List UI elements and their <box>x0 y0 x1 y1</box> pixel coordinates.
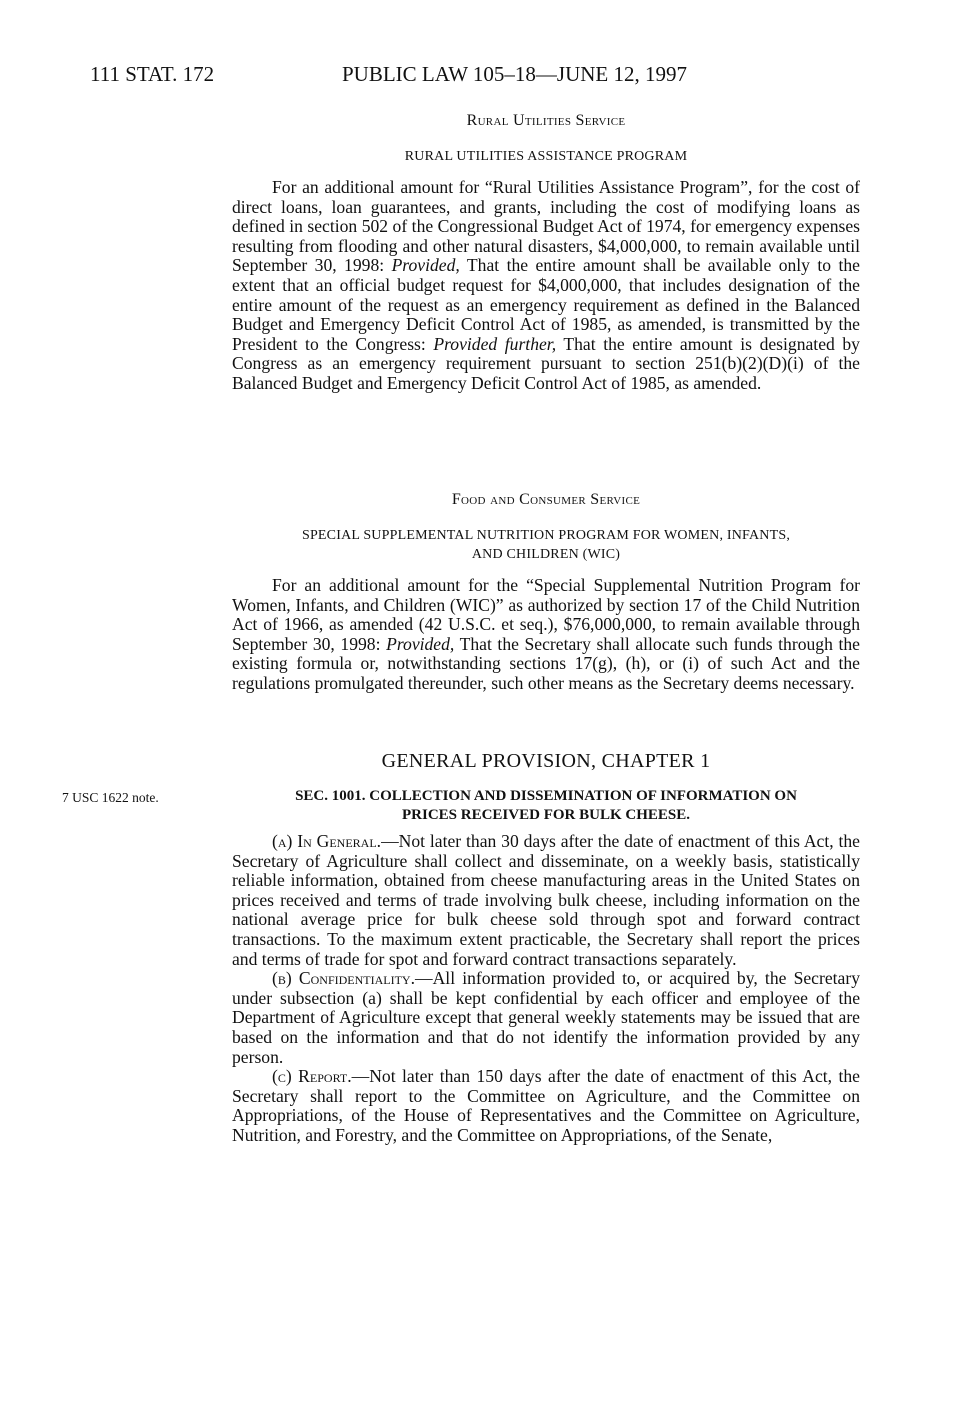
program-heading-wic <box>232 526 860 564</box>
agency-heading-rural-utilities: Rural Utilities Service <box>466 112 626 129</box>
para-text: That the Secretary shall allocate such funds through the existing formula or, notwithstanding sections 17(g), (h), or (i) of such Act and the regulations promulgated thereunder, such other means as the Secretary deems necessary. <box>232 633 860 693</box>
subsection-label: (b) Confidentiality. <box>272 968 415 989</box>
program-heading-line: AND CHILDREN (WIC) <box>471 547 621 562</box>
section-heading-line: SEC. 1001. COLLECTION AND DISSEMINATION OF INFORMATION ON <box>295 788 797 804</box>
statute-citation: 111 STAT. 172 <box>90 62 215 86</box>
provided-clause: Provided, <box>391 255 460 276</box>
subsection-a <box>232 832 860 969</box>
subsection-text: —Not later than 30 days after the date of enactment of this Act, the Secretary of Agriculture shall collect and disseminate, on a weekly basis, statistically reliable information, obtained from cheese manufacturing areas in the United States on prices received and terms of trade involving bulk cheese, including information on the national average price for bulk cheese sold through spot and forward contract transactions. To the maximum extent practicable, the Secretary shall report the prices and terms of trade for spot and forward contract transactions separately. <box>232 831 860 969</box>
para-text: For an additional amount for “Rural Utilities Assistance Program”, for the cost of direct loans, loan guarantees, and grants, including the cost of modifying loans as defined in section 502 of the Congressional Budget Act of 1974, for emergency expenses resulting from flooding and other natural disasters, $4,000,000, to remain available until September 30, 1998: <box>232 177 860 276</box>
subsection-text: —All information provided to, or acquired by, the Secretary under subsection (a) shall be kept confidential by each officer and employee of the Department of Agriculture except that general weekly statements may be issued that are based on the information and that do not identify the information provided by any person. <box>232 968 861 1067</box>
section-1001-body <box>232 832 860 1146</box>
section-heading-line: PRICES RECEIVED FOR BULK CHEESE. <box>402 807 690 823</box>
public-law-title: PUBLIC LAW 105–18—JUNE 12, 1997 <box>342 62 688 86</box>
program-heading-line: SPECIAL SUPPLEMENTAL NUTRITION PROGRAM FOR WOMEN, INFANTS, <box>301 528 791 543</box>
subsection-text: —Not later than 150 days after the date of enactment of this Act, the Secretary shall report to the Committee on Agriculture, and the Committee on Appropriations, of the House of Representatives and the Committee on Agriculture, Nutrition, and Forestry, and the Committee on Appropriations, of the Senate, <box>232 1066 860 1145</box>
usc-margin-note: 7 USC 1622 note. <box>62 790 159 805</box>
provided-further-clause: Provided further, <box>433 333 557 354</box>
rural-utilities-paragraph <box>232 178 860 394</box>
wic-paragraph <box>232 576 860 694</box>
para-text: That the entire amount shall be available only to the extent that an official budget request for $4,000,000, that includes designation of the entire amount of the request as an emergency requirement as defined in the Balanced Budget and Emergency Deficit Control Act of 1985, as amended, is transmitted by the President to the Congress: <box>232 255 860 354</box>
page-header <box>90 62 870 90</box>
subsection-b <box>232 969 860 1067</box>
para-text: That the entire amount is designated by Congress as an emergency requirement pursuant to section 251(b)(2)(D)(i) of the Balanced Budget and Emergency Deficit Control Act of 1985, as amended. <box>232 333 860 393</box>
subsection-c <box>232 1067 860 1145</box>
para-text: For an additional amount for the “Special Supplemental Nutrition Program for Women, Infants, and Children (WIC)” as authorized by section 17 of the Child Nutrition Act of 1966, as amended (42 U.S.C. et seq.), $76,000,000, to remain available through September 30, 1998: <box>232 575 860 654</box>
provided-clause: Provided, <box>386 633 455 654</box>
subsection-label: (a) In General. <box>272 831 382 851</box>
subsection-label: (c) Report. <box>272 1066 352 1087</box>
general-provision-heading: GENERAL PROVISION, CHAPTER 1 <box>381 750 711 772</box>
agency-heading-food-consumer: Food and Consumer Service <box>451 491 641 508</box>
program-heading-rural-utilities: RURAL UTILITIES ASSISTANCE PROGRAM <box>404 149 688 164</box>
section-1001-heading <box>232 787 860 825</box>
